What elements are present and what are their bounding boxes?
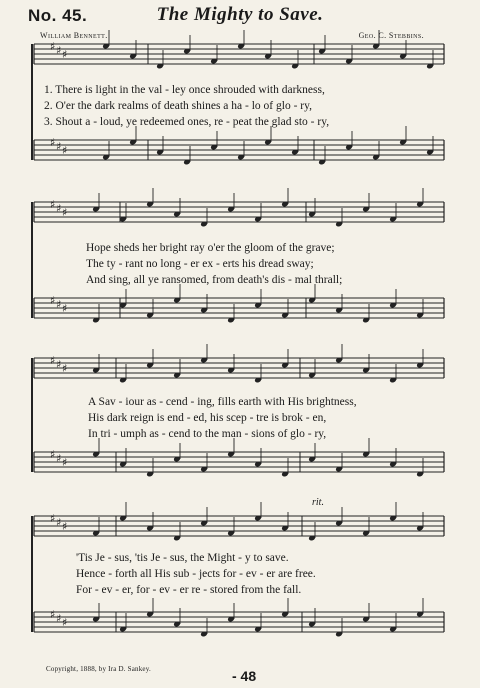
sharp-sign: ♯ — [62, 456, 68, 469]
sharp-sign: ♯ — [50, 40, 56, 53]
lyric-line: For - ev - er, for - ev - er re - stored from the fall. — [76, 584, 302, 596]
sharp-sign: ♯ — [50, 608, 56, 621]
sharp-sign: ♯ — [62, 616, 68, 629]
composer-credit: Geo. C. Stebbins. — [358, 31, 424, 40]
sharp-sign: ♯ — [56, 516, 62, 529]
sharp-sign: ♯ — [62, 520, 68, 533]
lyric-line: And sing, all ye ransomed, from death's dis - mal thrall; — [86, 274, 343, 286]
tempo-marking: rit. — [312, 497, 324, 508]
sharp-sign: ♯ — [50, 512, 56, 525]
lyricist-credit: William Bennett. — [40, 31, 108, 40]
sharp-sign: ♯ — [56, 140, 62, 153]
sharp-sign: ♯ — [50, 354, 56, 367]
sharp-sign: ♯ — [56, 358, 62, 371]
sharp-sign: ♯ — [62, 48, 68, 61]
copyright-notice: Copyright, 1888, by Ira D. Sankey. — [46, 665, 151, 673]
sharp-sign: ♯ — [56, 612, 62, 625]
lyric-line: A Sav - iour as - cend - ing, fills earth with His brightness, — [88, 396, 357, 408]
sharp-sign: ♯ — [56, 298, 62, 311]
lyric-line: 'Tis Je - sus, 'tis Je - sus, the Might - y to save. — [76, 552, 289, 564]
lyric-line: Hence - forth all His sub - jects for - ev - er are free. — [76, 568, 316, 580]
lyric-line: In tri - umph as - cend to the man - sions of glo - ry, — [88, 428, 327, 440]
hymn-number: No. 45. — [28, 6, 88, 25]
lyric-line: The ty - rant no long - er ex - erts his dread sway; — [86, 258, 314, 270]
lyric-line: Hope sheds her bright ray o'er the gloom of the grave; — [86, 242, 335, 254]
lyric-line: 2. O'er the dark realms of death shines a ha - lo of glo - ry, — [44, 100, 312, 112]
sharp-sign: ♯ — [50, 448, 56, 461]
sharp-sign: ♯ — [62, 144, 68, 157]
sharp-sign: ♯ — [56, 452, 62, 465]
sharp-sign: ♯ — [62, 302, 68, 315]
sharp-sign: ♯ — [62, 206, 68, 219]
lyric-line: His dark reign is end - ed, his scep - tre is brok - en, — [88, 412, 327, 424]
lyric-line: 1. There is light in the val - ley once shrouded with darkness, — [44, 84, 325, 96]
sharp-sign: ♯ — [50, 198, 56, 211]
page-number: - 48 — [232, 668, 257, 684]
sharp-sign: ♯ — [56, 44, 62, 57]
sharp-sign: ♯ — [50, 136, 56, 149]
lyric-line: 3. Shout a - loud, ye redeemed ones, re - peat the glad sto - ry, — [44, 116, 330, 128]
sharp-sign: ♯ — [62, 362, 68, 375]
hymn-title: The Mighty to Save. — [156, 4, 324, 25]
sharp-sign: ♯ — [56, 202, 62, 215]
sharp-sign: ♯ — [50, 294, 56, 307]
